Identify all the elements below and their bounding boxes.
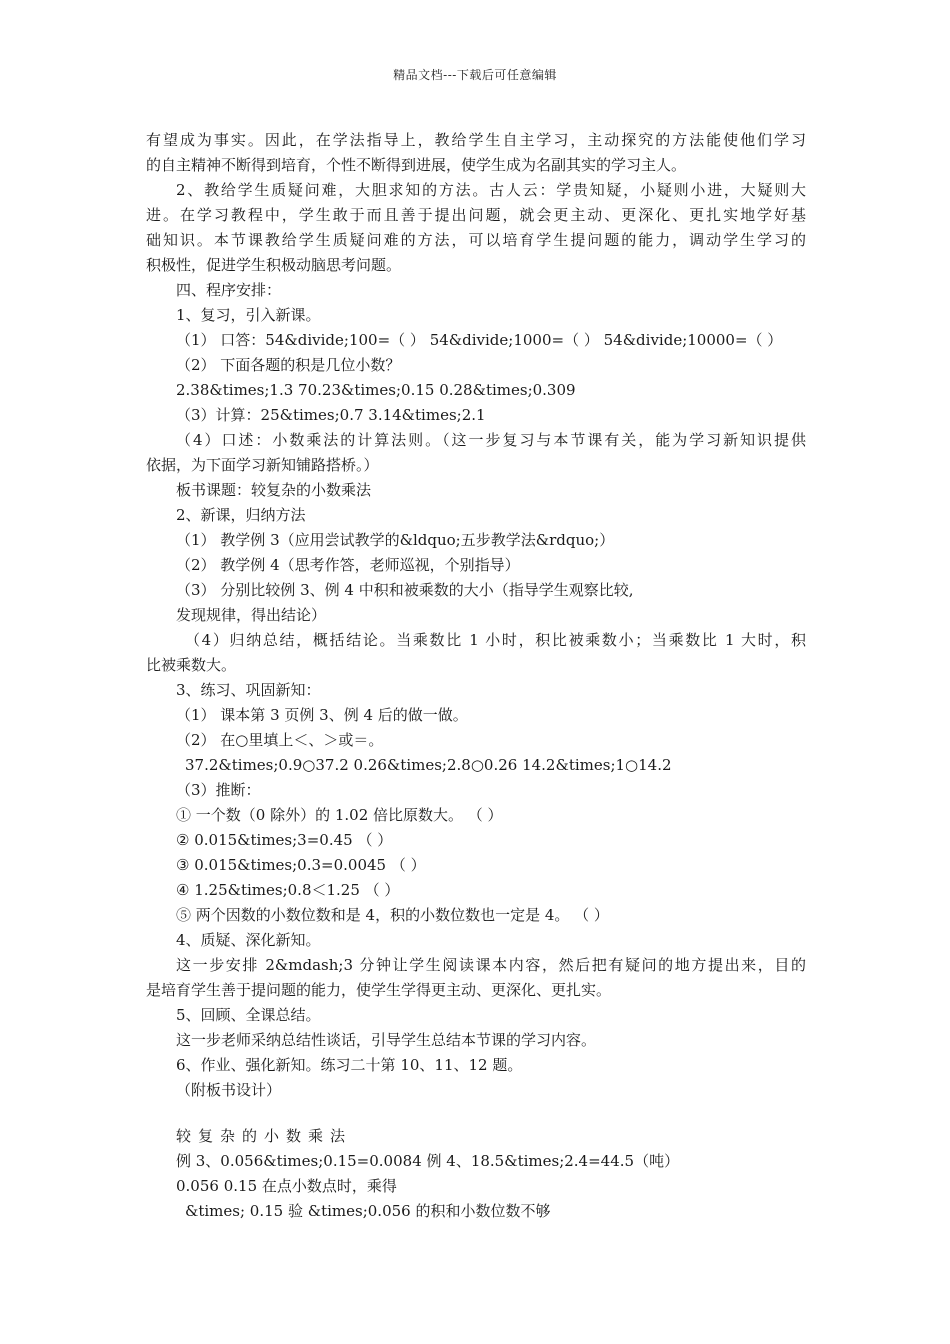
paragraph-line: 这一步安排 2&mdash;3 分钟让学生阅读课本内容，然后把有疑问的地方提出来，目的: [176, 956, 806, 974]
judgement-item: ③ 0.015&times;0.3=0.0045 （ ）: [176, 856, 426, 874]
paragraph-line: （4）归纳总结，概括结论。当乘数比 1 小时，积比被乘数小；当乘数比 1 大时，积: [185, 631, 806, 649]
paragraph-line: （附板书设计）: [176, 1081, 282, 1099]
exercise-line: （2） 教学例 4（思考作答，老师巡视，个别指导）: [176, 556, 520, 574]
exercise-line: （3）计算：25&times;0.7 3.14&times;2.1: [176, 406, 486, 424]
exercise-line: （1） 课本第 3 页例 3、例 4 后的做一做。: [176, 706, 468, 724]
exercise-line: （1） 口答：54&divide;100=（ ） 54&divide;1000=（ ） 54&divide;10000=（ ）: [176, 331, 783, 349]
paragraph-line: （4）口述：小数乘法的计算法则。（这一步复习与本节课有关，能为学习新知识提供: [176, 431, 806, 449]
step-heading: 2、新课，归纳方法: [176, 506, 306, 524]
board-line: &times; 0.15 验 &times;0.056 的积和小数位数不够: [185, 1202, 551, 1220]
section-heading: 四、程序安排：: [176, 281, 282, 299]
paragraph-line: 板书课题：较复杂的小数乘法: [176, 481, 372, 499]
paragraph-line: 比被乘数大。: [146, 656, 237, 674]
exercise-line: 37.2&times;0.9○37.2 0.26&times;2.8○0.26 14.2&times;1○14.2: [185, 756, 672, 774]
exercise-line: （2） 在○里填上＜、＞或＝。: [176, 731, 384, 749]
judgement-item: ① 一个数（0 除外）的 1.02 倍比原数大。 （ ）: [176, 806, 503, 824]
step-heading: 1、复习，引入新课。: [176, 306, 321, 324]
exercise-line: 2.38&times;1.3 70.23&times;0.15 0.28&times;0.309: [176, 381, 576, 399]
step-heading: 5、回顾、全课总结。: [176, 1006, 321, 1024]
blank-line: [146, 1103, 806, 1124]
paragraph-line: 2、教给学生质疑问难，大胆求知的方法。古人云：学贵知疑，小疑则小进，大疑则大: [176, 181, 806, 199]
page-header: 精品文档---下载后可任意编辑: [393, 68, 557, 82]
paragraph-line: 积极性，促进学生积极动脑思考问题。: [146, 256, 402, 274]
board-line: 0.056 0.15 在点小数点时，乘得: [176, 1177, 397, 1195]
paragraph-line: 依据，为下面学习新知铺路搭桥。）: [146, 456, 379, 474]
paragraph-line: 有望成为事实。因此，在学法指导上，教给学生自主学习，主动探究的方法能使他们学习: [146, 131, 806, 149]
board-title: 较复杂的小数乘法: [176, 1127, 353, 1145]
step-heading: 3、练习、巩固新知：: [176, 681, 321, 699]
paragraph-line: 进。在学习教程中，学生敢于而且善于提出问题，就会更主动、更深化、更扎实地学好基: [146, 206, 806, 224]
step-heading: 4、质疑、深化新知。: [176, 931, 321, 949]
board-line: 例 3、0.056&times;0.15=0.0084 例 4、18.5&times;2.4=44.5（吨）: [176, 1152, 680, 1170]
exercise-line: （1） 教学例 3（应用尝试教学的&ldquo;五步教学法&rdquo;）: [176, 531, 615, 549]
exercise-line: （2） 下面各题的积是几位小数？: [176, 356, 401, 374]
exercise-line: 发现规律，得出结论）: [176, 606, 327, 624]
paragraph-line: 础知识。本节课教给学生质疑问难的方法，可以培育学生提问题的能力，调动学生学习的: [146, 231, 806, 249]
exercise-line: （3）推断：: [176, 781, 261, 799]
paragraph-line: 这一步老师采纳总结性谈话，引导学生总结本节课的学习内容。: [176, 1031, 597, 1049]
document-body: [146, 128, 806, 1224]
step-heading: 6、作业、强化新知。练习二十第 10、11、12 题。: [176, 1056, 523, 1074]
judgement-item: ④ 1.25&times;0.8＜1.25 （ ）: [176, 881, 400, 899]
judgement-item: ② 0.015&times;3=0.45 （ ）: [176, 831, 393, 849]
paragraph-line: 是培育学生善于提问题的能力，使学生学得更主动、更深化、更扎实。: [146, 981, 612, 999]
exercise-line: （3） 分别比较例 3、例 4 中积和被乘数的大小（指导学生观察比较,: [176, 581, 634, 599]
judgement-item: ⑤ 两个因数的小数位数和是 4，积的小数位数也一定是 4。 （ ）: [176, 906, 609, 924]
paragraph-line: 的自主精神不断得到培育，个性不断得到进展，使学生成为名副其实的学习主人。: [146, 156, 687, 174]
